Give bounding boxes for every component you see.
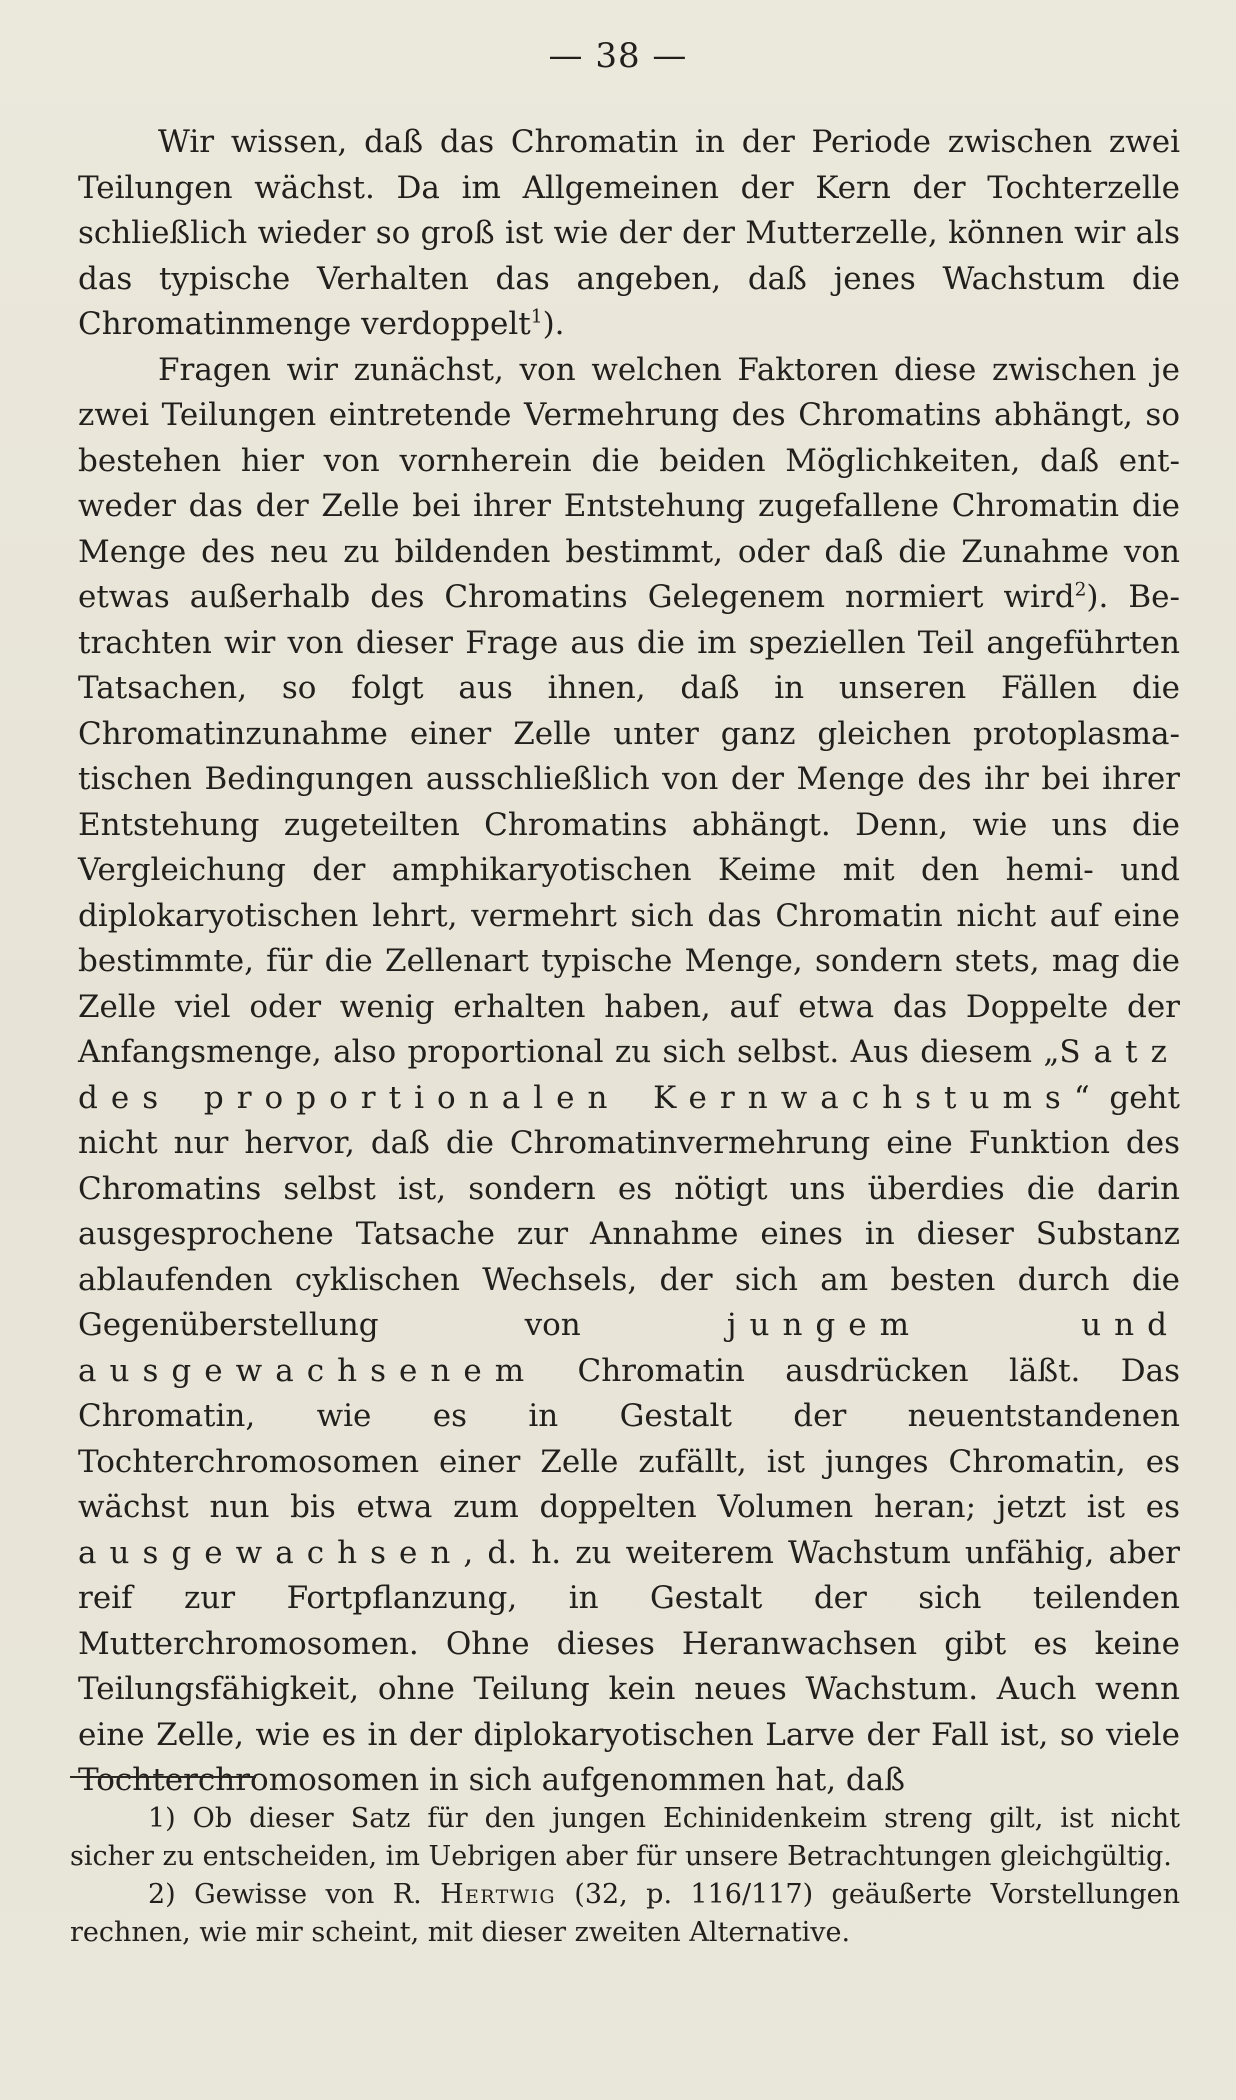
footnote bbox=[70, 1800, 1180, 1876]
text-segment: Fragen wir zunächst, von welchen Faktoren diese zwischen je zwei Teilungen eintretende Vermehrung des Chromatins abhängt, so bestehen hier von vornherein die beiden Möglichkeiten, daß entweder das der Zelle bei ihrer Entstehung zugefallene Chromatin die Menge des neu zu bildenden bestimmt, oder daß die Zunahme von etwas außerhalb des Chromatins Gelegenem normiert wird bbox=[78, 351, 1180, 615]
spaced-emphasis: jungem und ausgewachsenem bbox=[78, 1307, 1180, 1389]
footnote-marker: 2 bbox=[1074, 579, 1087, 601]
text-segment: ). bbox=[542, 306, 565, 342]
paragraph bbox=[78, 120, 1180, 348]
footnotes bbox=[70, 1800, 1180, 1952]
spaced-emphasis: Satz des proportionalen Kernwachstums bbox=[78, 1034, 1180, 1116]
text-segment: (32, p. 116/117) geäußerte Vorstellungen rechnen, wie mir scheint, mit dieser zweiten Alternative. bbox=[70, 1879, 1181, 1948]
spaced-emphasis: ausgewachsen bbox=[78, 1534, 464, 1571]
text-segment: Wir wissen, daß das Chromatin in der Periode zwischen zwei Teilungen wächst. Da im Allgemeinen der Kern der Tochterzelle schließlich wieder so groß ist wie der der Mutterzelle, können wir als das typische Verhalten das angeben, daß jenes Wachstum die Chromatinmenge verdoppelt bbox=[78, 124, 1180, 342]
page-number: — 38 — bbox=[548, 36, 688, 76]
text-segment: 2) Gewisse von R. bbox=[148, 1879, 441, 1910]
text-segment: , d. h. zu weiterem Wachstum unfähig, aber reif zur Fortpflanzung, in Gestalt der sich teilenden Mutterchromosomen. Ohne dieses Heranwachsen gibt es keine Teilungsfähigkeit, ohne Teilung kein neues Wachstum. Auch wenn eine Zelle, wie es in der diplokaryotischen Larve der Fall ist, so viele Tochterchromosomen in sich aufgenommen hat, daß bbox=[78, 1534, 1180, 1798]
text-segment: 1) Ob dieser Satz für den jungen Echinidenkeim streng gilt, ist nicht sicher zu entscheiden, im Uebrigen aber für unsere Betrachtungen gleichgültig. bbox=[70, 1803, 1180, 1872]
footnote-divider bbox=[70, 1776, 256, 1778]
footnote-marker: 1 bbox=[530, 306, 543, 328]
text-segment: Chromatin ausdrücken läßt. Das Chromatin, wie es in Gestalt der neuentstandenen Tochterchromosomen einer Zelle zufällt, ist junges Chromatin, es wächst nun bis etwa zum doppelten Volumen heran; jetzt ist es bbox=[78, 1352, 1180, 1525]
main-text bbox=[78, 120, 1180, 1804]
paragraph bbox=[78, 348, 1180, 1804]
footnote bbox=[70, 1876, 1180, 1952]
text-segment: “ geht nicht nur hervor, daß die Chromatinvermehrung eine Funktion des Chromatins selbst ist, sondern es nötigt uns überdies die darin ausgesprochene Tatsache zur Annahme eines in dieser Substanz ablaufenden cyklischen Wechsels, der sich am besten durch die Gegenüberstellung von bbox=[78, 1079, 1180, 1343]
author-name: Hertwig bbox=[440, 1879, 556, 1910]
text-segment: ). Betrachten wir von dieser Frage aus die im speziellen Teil angeführten Tatsachen, so folgt aus ihnen, daß in unseren Fällen die Chromatinzunahme einer Zelle unter ganz gleichen protoplasmatischen Bedingungen ausschließlich von der Menge des ihr bei ihrer Entstehung zugeteilten Chromatins abhängt. Denn, wie uns die Vergleichung der amphikaryotischen Keime mit den hemi- und diplokaryotischen lehrt, vermehrt sich das Chromatin nicht auf eine bestimmte, für die Zellenart typische Menge, sondern stets, mag die Zelle viel oder wenig erhalten haben, auf etwa das Doppelte der Anfangsmenge, also proportional zu sich selbst. Aus diesem „ bbox=[78, 579, 1180, 1070]
